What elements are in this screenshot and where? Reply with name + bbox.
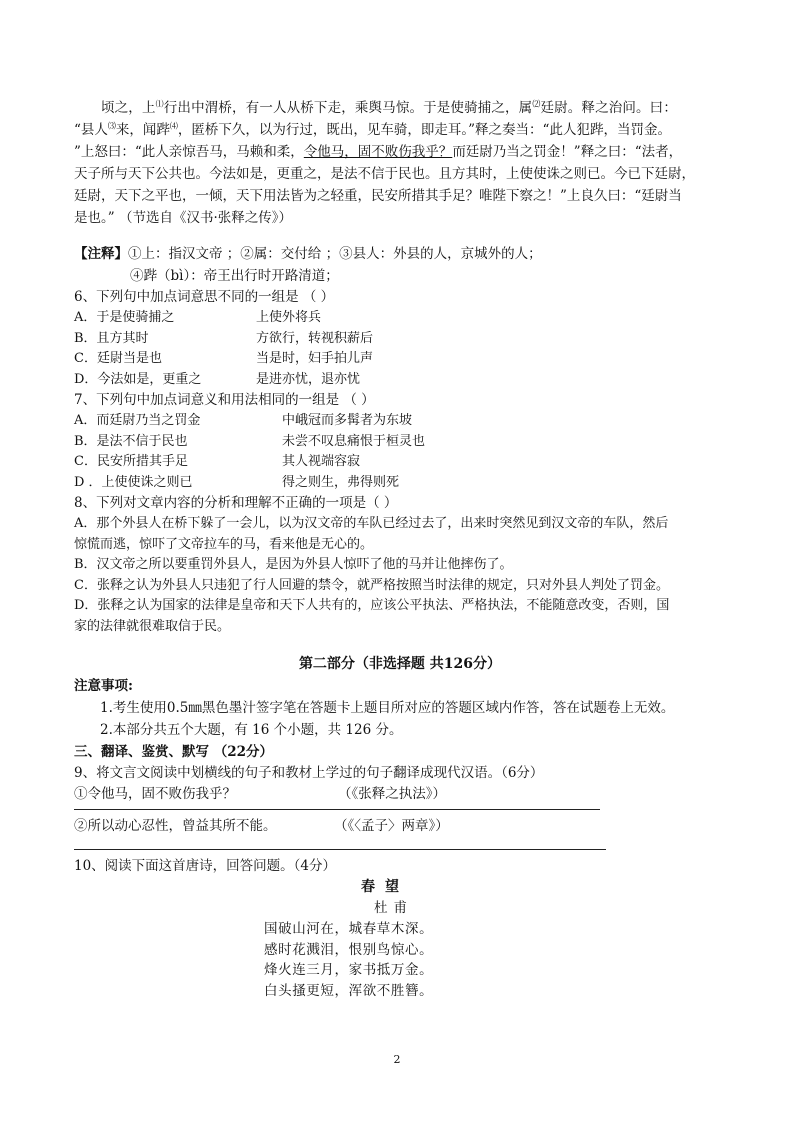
question-8-option-b: B．汉文帝之所以要重罚外县人，是因为外县人惊吓了他的马并让他摔伤了。 bbox=[74, 557, 513, 572]
poem-line-3: 烽火连三月，家书抵万金。 bbox=[264, 962, 434, 978]
poem-line-4: 白头搔更短，浑欲不胜簪。 bbox=[264, 982, 434, 999]
exam-page bbox=[74, 97, 726, 1001]
classical-passage bbox=[74, 97, 726, 229]
part-2-title: 第二部分（非选择题 共126分） bbox=[298, 656, 502, 672]
poem-line-1: 国破山河在，城春草木深。 bbox=[264, 921, 434, 937]
page-number: 2 bbox=[393, 1053, 401, 1066]
passage-line-3: ”上怒曰：“此人亲惊吾马，马赖和柔，令他马，固不败伤我乎？而廷尉乃当之罚金！”释之曰：“法者， bbox=[74, 144, 683, 160]
notice-item-2: 2.本部分共五个大题，有 16 个小题，共 126 分。 bbox=[100, 722, 403, 738]
question-8-option-d: D．张释之认为国家的法律是皇帝和天下人共有的，应该公平执法、严格执法，不能随意改变，否则，国 bbox=[74, 598, 670, 613]
section-3-heading: 三、翻译、鉴赏、默写 （22分） bbox=[74, 744, 273, 760]
poem-title: 春望 bbox=[361, 879, 409, 895]
poem-author: 杜甫 bbox=[374, 900, 413, 916]
question-7 bbox=[74, 390, 726, 493]
question-6-option-c: C．廷尉当是也 当是时，妇手拍儿声 bbox=[74, 351, 374, 366]
question-6-option-b: B．且方其时 方欲行，转视积薪后 bbox=[74, 330, 374, 346]
question-8-option-a: A．那个外县人在桥下躲了一会儿，以为汉文帝的车队已经过去了，出来时突然见到汉文帝的车队，然后 bbox=[74, 516, 669, 531]
question-6-option-a: A．于是使骑捕之 上使外将兵 bbox=[74, 310, 322, 325]
passage-line-1: 顷之，上⑴行出中渭桥，有一人从桥下走，乘舆马惊。于是使骑捕之，属⑵廷尉。释之治问。曰： bbox=[101, 99, 677, 116]
question-8-option-c: C．张释之认为外县人只违犯了行人回避的禁令，就严格按照当时法律的规定，只对外县人判处了罚金。 bbox=[74, 577, 669, 593]
note-marker-3: ⑶ bbox=[107, 121, 116, 131]
question-6 bbox=[74, 287, 726, 390]
note-marker-2: ⑵ bbox=[532, 99, 541, 109]
question-7-option-b: B．是法不信于民也 未尝不叹息痛恨于桓灵也 bbox=[74, 433, 426, 449]
question-8-stem: 8、下列对文章内容的分析和理解不正确的一项是（ ） bbox=[74, 495, 398, 511]
annotations bbox=[74, 243, 726, 287]
notes-line-1: ①上：指汉文帝 ；②属：交付给 ；③县人：外县的人，京城外的人； bbox=[128, 246, 542, 262]
question-9-item-2: ②所以动心忍性，曾益其所不能。 （《〈孟子〉两章》） bbox=[74, 818, 449, 834]
notes-line-2: ④跸（bì）：帝王出行时开路清道； bbox=[130, 268, 339, 284]
question-9-stem: 9、将文言文阅读中划横线的句子和教材上学过的句子翻译成现代汉语。（6分） bbox=[74, 765, 544, 781]
question-8 bbox=[74, 493, 726, 637]
underlined-sentence: 令他马，固不败伤我乎？ bbox=[303, 144, 453, 160]
question-6-option-d: D．今法如是，更重之 是进亦忧，退亦忧 bbox=[74, 371, 361, 387]
answer-line-2[interactable] bbox=[74, 849, 606, 850]
question-10-stem: 10、阅读下面这首唐诗，回答问题。（4分） bbox=[74, 858, 337, 874]
note-marker-4: ⑷ bbox=[169, 121, 178, 131]
passage-line-2: “县人⑶来，闻跸⑷，匿桥下久，以为行过，既出，见车骑，即走耳。”释之奏当：“此人犯跸，当罚金。 bbox=[74, 121, 671, 138]
question-6-stem: 6、下列句中加点词意思不同的一组是 （ ） bbox=[74, 289, 335, 305]
answer-line-1[interactable] bbox=[74, 809, 600, 810]
note-marker-1: ⑴ bbox=[155, 99, 164, 109]
passage-line-4: 天子所与天下公共也。今法如是，更重之，是法不信于民也。且方其时，上使使诛之则已。今已下廷尉， bbox=[74, 166, 695, 182]
question-7-option-c: C．民安所措其手足 其人视端容寂 bbox=[74, 454, 361, 469]
notice-label: 注意事项: bbox=[74, 678, 133, 694]
question-9-item-1: ①令他马，固不败伤我乎？ （《张释之执法》） bbox=[74, 786, 446, 802]
question-7-option-a: A．而廷尉乃当之罚金 中峨冠而多髯者为东坡 bbox=[74, 413, 413, 428]
notes-label: 【注释】 bbox=[74, 246, 128, 262]
question-7-stem: 7、下列句中加点词意义和用法相同的一组是 （ ） bbox=[74, 392, 375, 408]
question-8-option-d-cont: 家的法律就很难取信于民。 bbox=[74, 618, 231, 634]
poem-line-2: 感时花溅泪，恨别鸟惊心。 bbox=[264, 941, 434, 958]
passage-line-5: 廷尉，天下之平也，一倾，天下用法皆为之轻重，民安所措其手足？唯陛下察之！”上良久曰：“廷尉当 bbox=[74, 188, 682, 204]
question-7-option-d: D ．上使使诛之则已 得之则生，弗得则死 bbox=[74, 474, 400, 490]
question-8-option-a-cont: 惊慌而逃，惊吓了文帝拉车的马，看来他是无心的。 bbox=[74, 536, 374, 552]
notice-item-1: 1.考生使用0.5㎜黑色墨汁签字笔在答题卡上题目所对应的答题区域内作答，答在试题卷上无效。 bbox=[100, 700, 675, 716]
poem bbox=[74, 877, 726, 1001]
passage-line-6: 是也。” （节选自《汉书·张释之传》） bbox=[74, 210, 292, 226]
